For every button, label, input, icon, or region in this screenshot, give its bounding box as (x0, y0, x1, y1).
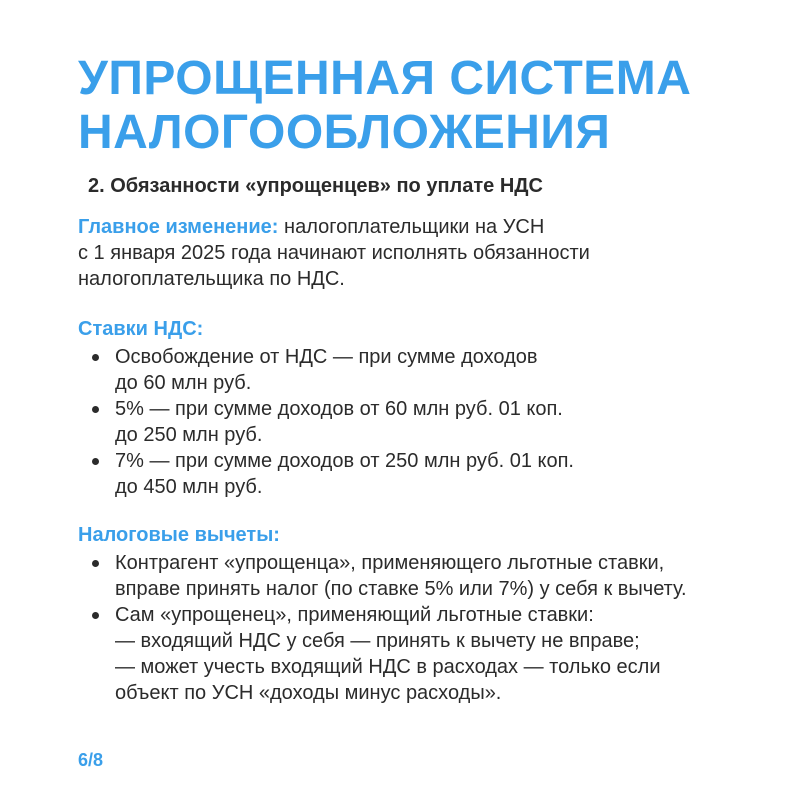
list-item (88, 602, 768, 706)
deductions-heading: Налоговые вычеты: (78, 524, 280, 546)
section-subtitle: 2. Обязанности «упрощенцев» по уплате НДС (88, 175, 543, 197)
list-item (88, 448, 768, 500)
list-item (88, 550, 768, 602)
deductions-list (88, 550, 768, 706)
intro-line-2: с 1 января 2025 года начинают исполнять обязанности (78, 242, 590, 264)
title-line-1: УПРОЩЕННАЯ СИСТЕМА (78, 52, 692, 105)
bullet-icon (92, 458, 99, 465)
list-item-line: Освобождение от НДС — при сумме доходов (115, 346, 538, 368)
list-item-line: Контрагент «упрощенца», применяющего льготные ставки, (115, 552, 665, 574)
page-title (78, 52, 691, 160)
list-item-line: до 250 млн руб. (115, 424, 263, 446)
bullet-icon (92, 560, 99, 567)
bullet-icon (92, 612, 99, 619)
intro-label: Главное изменение: (78, 216, 279, 238)
list-item (88, 344, 768, 396)
vat-rates-heading: Ставки НДС: (78, 318, 204, 340)
list-item-line: — входящий НДС у себя — принять к вычету не вправе; (115, 630, 640, 652)
intro-line-1: налогоплательщики на УСН (278, 216, 545, 238)
intro-line-3: налогоплательщика по НДС. (78, 268, 345, 290)
list-item-line: объект по УСН «доходы минус расходы». (115, 682, 502, 704)
bullet-icon (92, 354, 99, 361)
list-item-line: до 60 млн руб. (115, 372, 252, 394)
list-item-line: — может учесть входящий НДС в расходах — только если (115, 656, 661, 678)
list-item-line: 5% — при сумме доходов от 60 млн руб. 01 коп. (115, 398, 563, 420)
list-item-line: Сам «упрощенец», применяющий льготные ставки: (115, 604, 594, 626)
list-item-line: 7% — при сумме доходов от 250 млн руб. 01 коп. (115, 450, 574, 472)
list-item-line: вправе принять налог (по ставке 5% или 7%) у себя к вычету. (115, 578, 687, 600)
vat-rates-list (88, 344, 768, 500)
title-line-2: НАЛОГООБЛОЖЕНИЯ (78, 106, 611, 159)
list-item-line: до 450 млн руб. (115, 476, 263, 498)
page-number: 6/8 (78, 750, 104, 770)
list-item (88, 396, 768, 448)
intro-paragraph (78, 214, 758, 292)
bullet-icon (92, 406, 99, 413)
